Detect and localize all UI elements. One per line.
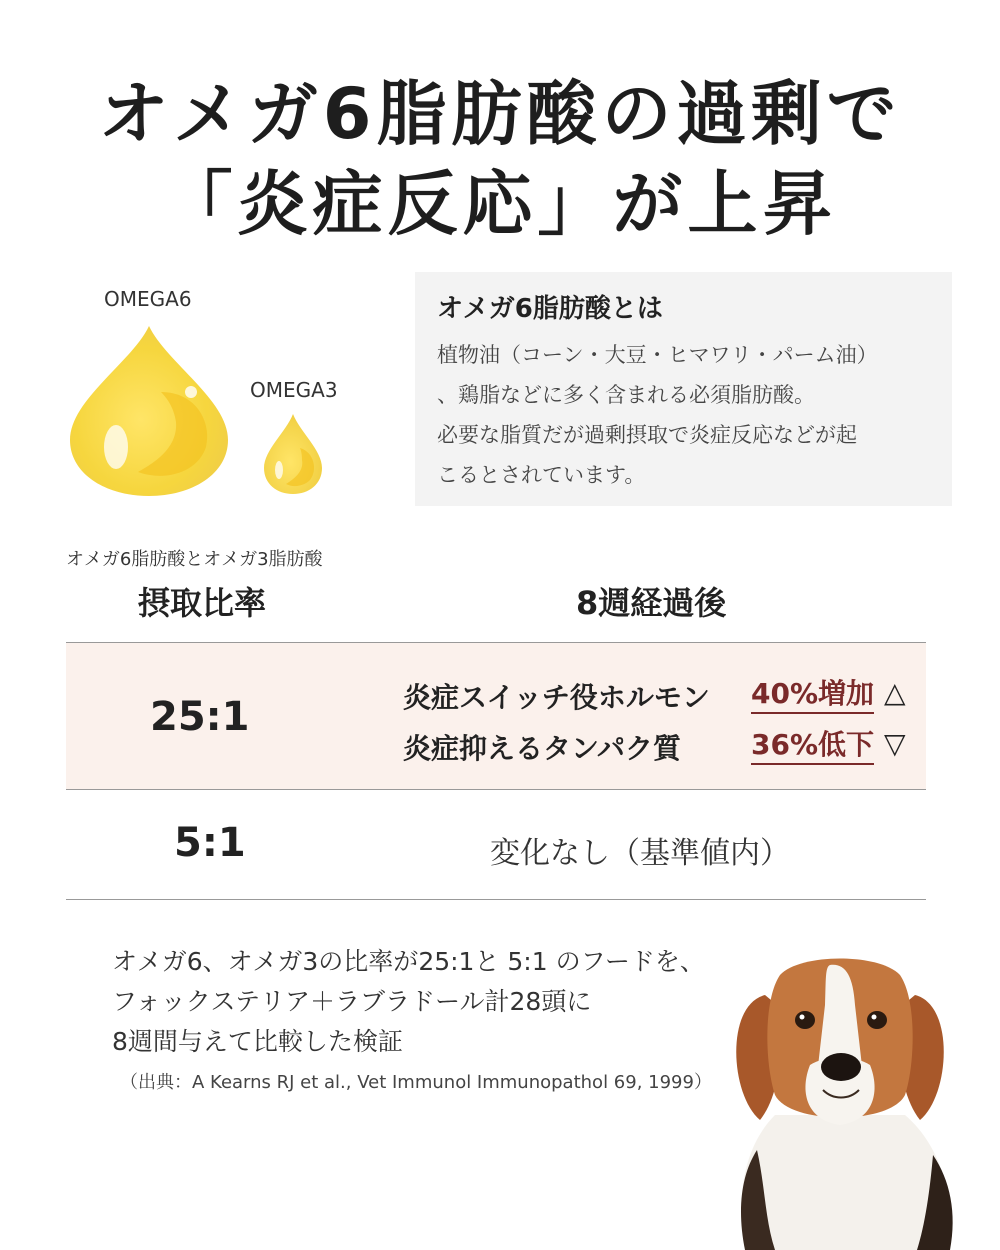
info-line: 必要な脂質だが過剰摂取で炎症反応などが起: [437, 423, 857, 447]
result-label-protein: 炎症抑えるタンパク質: [403, 732, 682, 765]
column-header-result: 8週経過後: [576, 584, 727, 622]
page-title-line1: オメガ6脂肪酸の過剰で: [98, 73, 902, 155]
study-text: フォックステリア＋ラブラドール計28頭に: [112, 987, 592, 1016]
table-divider: [66, 789, 926, 790]
study-text: 8週間与えて比較した検証: [112, 1027, 403, 1056]
result-label-hormone: 炎症スイッチ役ホルモン: [403, 681, 710, 714]
info-heading: オメガ6脂肪酸とは: [437, 294, 663, 324]
info-line: こるとされています。: [437, 463, 646, 487]
down-triangle-icon: ▽: [884, 727, 906, 760]
info-line: 植物油（コーン・大豆・ヒマワリ・パーム油）: [437, 343, 878, 367]
result-value-increase: 40%増加: [751, 676, 874, 714]
result-no-change: 変化なし（基準値内）: [490, 836, 790, 871]
omega6-label: OMEGA6: [104, 287, 192, 311]
omega6-drop-icon: [66, 322, 232, 498]
study-text: オメガ6、オメガ3の比率が25:1と 5:1 のフードを、: [112, 947, 705, 976]
up-triangle-icon: △: [884, 676, 906, 709]
omega3-drop-icon: [262, 412, 324, 496]
citation: （出典：A Kearns RJ et al., Vet Immunol Immunopathol 69, 1999）: [120, 1072, 712, 1093]
ratio-25-1: 25:1: [150, 694, 250, 740]
omega6-info-box: [415, 272, 952, 506]
info-line: 、鶏脂などに多く含まれる必須脂肪酸。: [437, 383, 815, 407]
beagle-dog-image: [705, 945, 975, 1250]
result-value-decrease: 36%低下: [751, 727, 874, 765]
table-caption: オメガ6脂肪酸とオメガ3脂肪酸: [66, 549, 323, 570]
table-divider: [66, 899, 926, 900]
ratio-5-1: 5:1: [174, 820, 246, 866]
page-title-line2: 「炎症反応」が上昇: [162, 163, 838, 245]
column-header-ratio: 摂取比率: [138, 584, 267, 622]
omega3-label: OMEGA3: [250, 378, 338, 402]
